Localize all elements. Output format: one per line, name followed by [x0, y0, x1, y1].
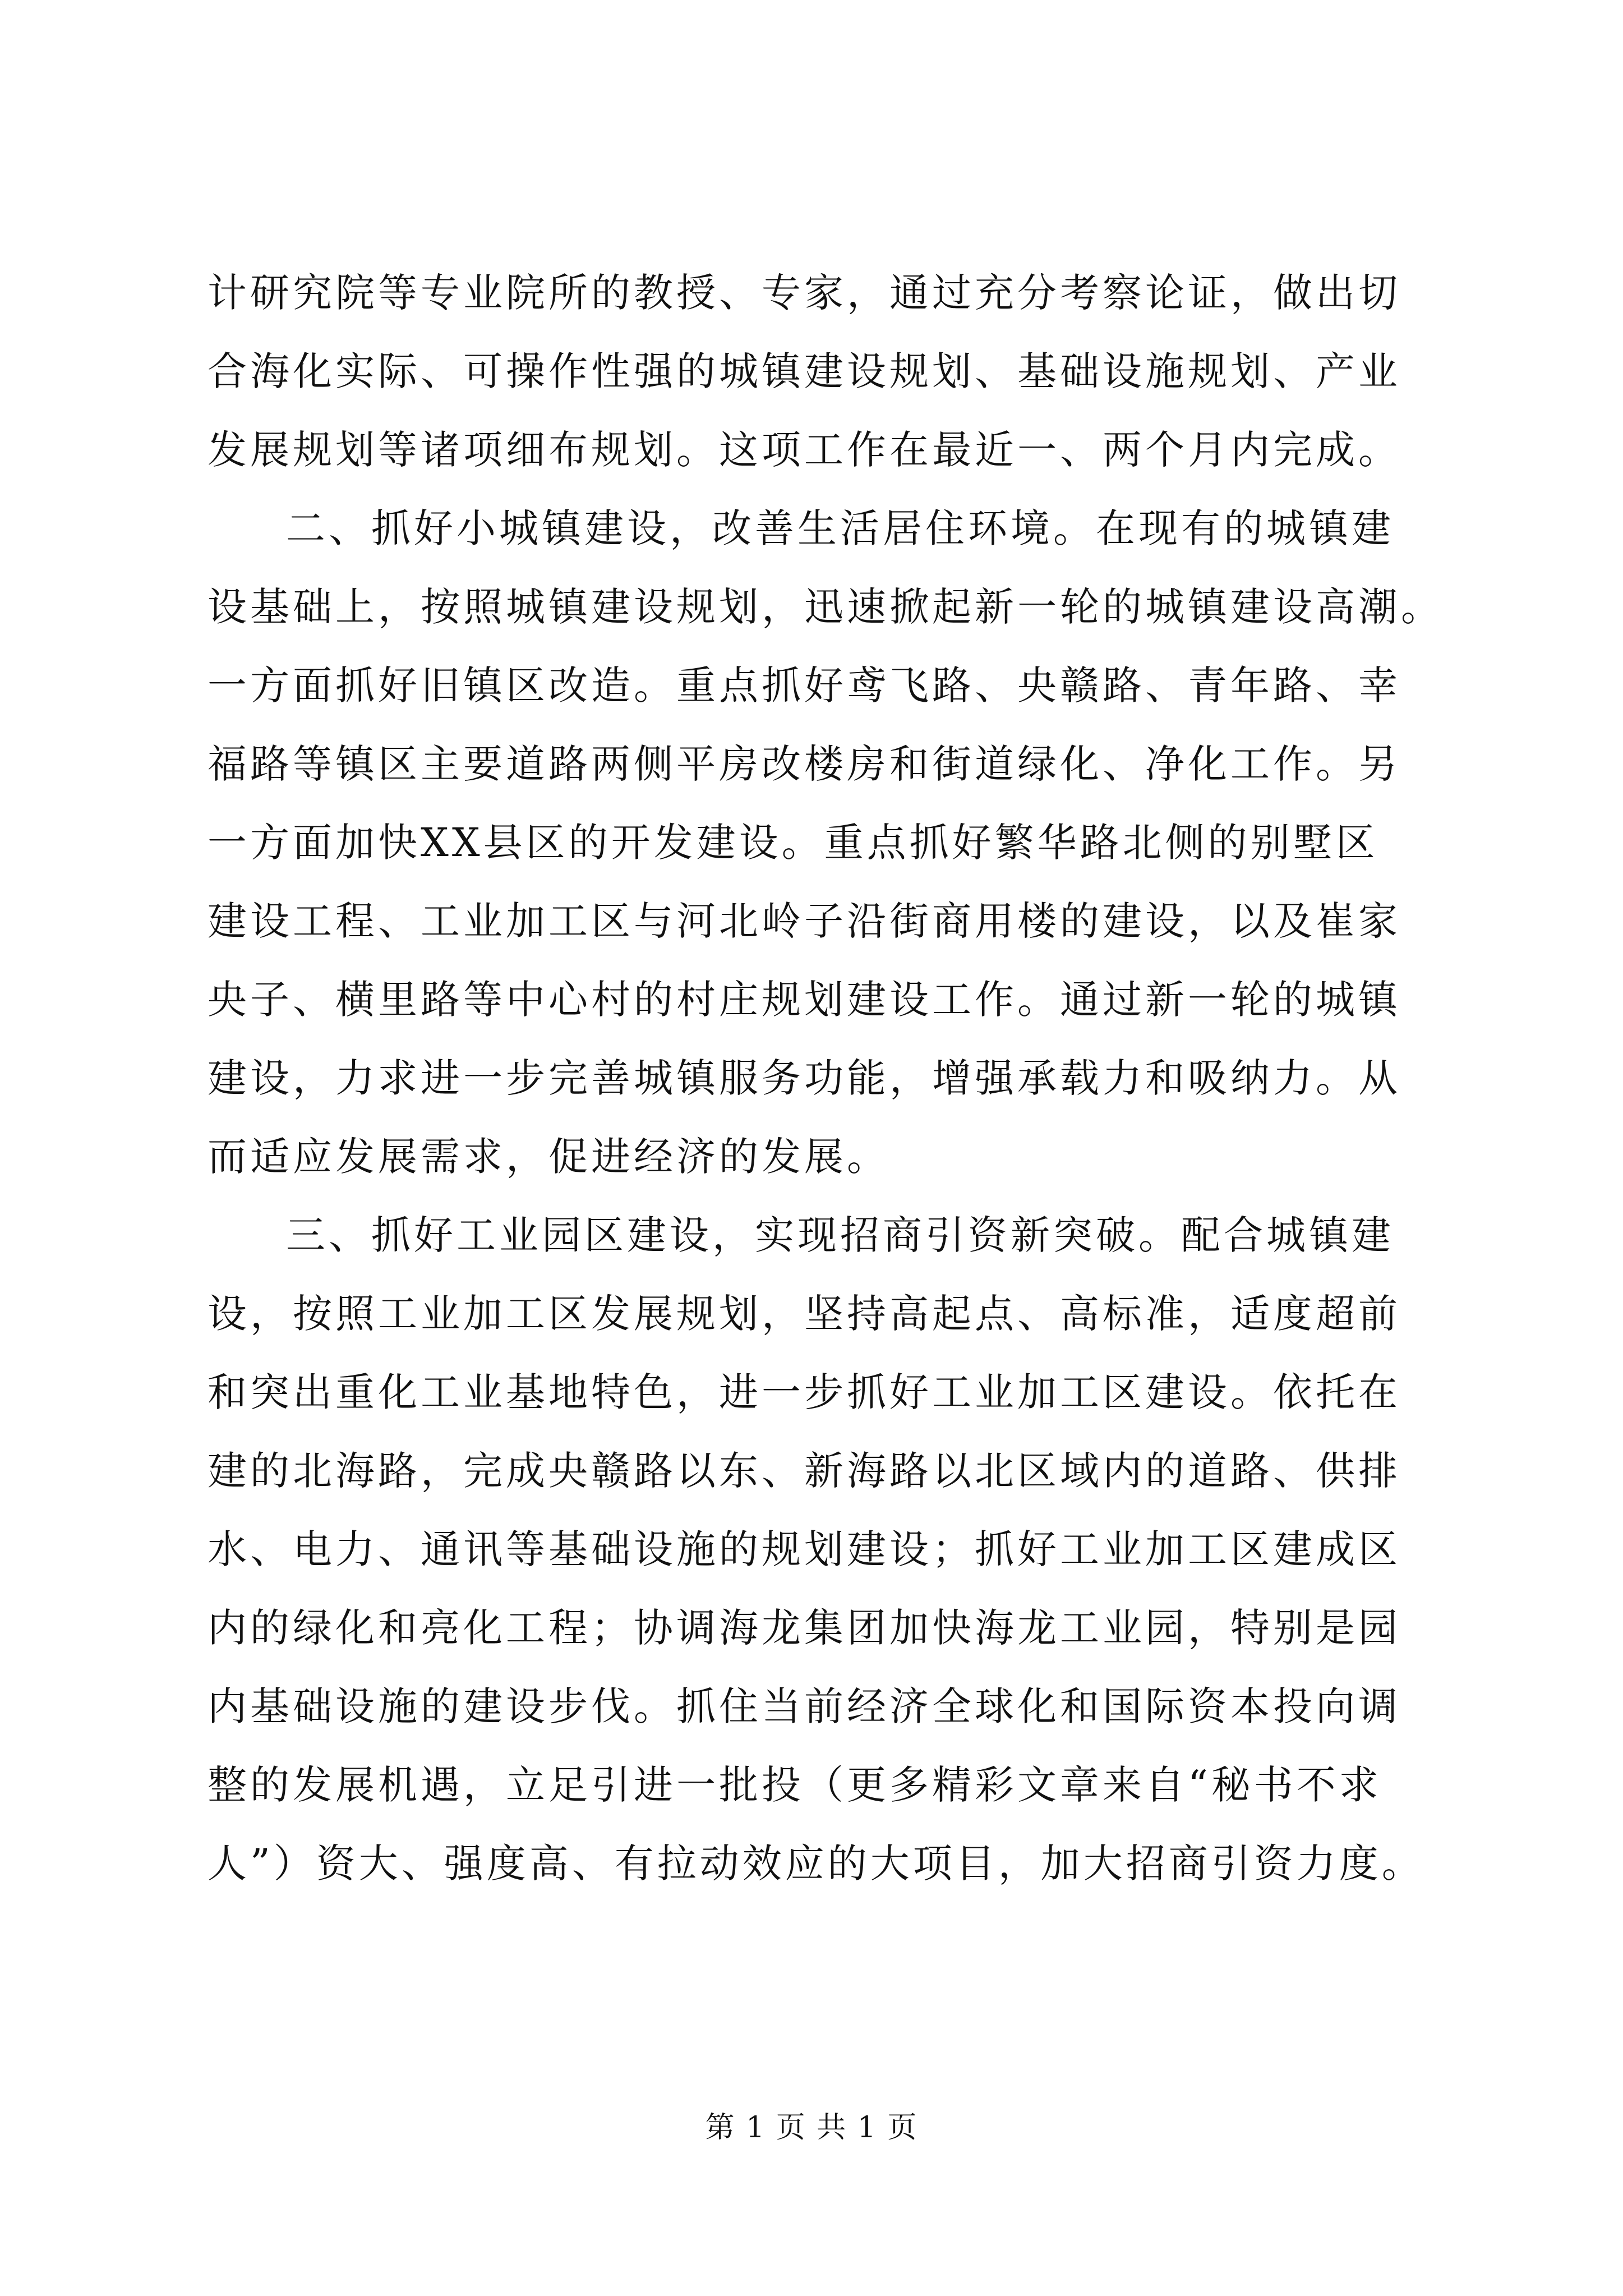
text-line: 建设工程、工业加工区与河北岭子沿街商用楼的建设，以及崔家: [208, 898, 1401, 944]
text-line: 设基础上，按照城镇建设规划，迅速掀起新一轮的城镇建设高潮。: [208, 584, 1444, 630]
text-line: 和突出重化工业基地特色，进一步抓好工业加工区建设。依托在: [208, 1369, 1401, 1415]
text-line: 水、电力、通讯等基础设施的规划建设；抓好工业加工区建成区: [208, 1526, 1401, 1572]
text-line: 设，按照工业加工区发展规划，坚持高起点、高标准，适度超前: [208, 1291, 1401, 1337]
page-number-footer: 第 1 页 共 1 页: [705, 2111, 918, 2145]
text-line: 建的北海路，完成央赣路以东、新海路以北区域内的道路、供排: [208, 1448, 1401, 1494]
text-line: 发展规划等诸项细布规划。这项工作在最近一、两个月内完成。: [208, 427, 1401, 473]
paragraph-heading-three: 三、抓好工业园区建设，实现招商引资新突破。配合城镇建: [286, 1212, 1394, 1258]
text-line: 建设，力求进一步完善城镇服务功能，增强承载力和吸纳力。从: [208, 1055, 1401, 1101]
text-line: 计研究院等专业院所的教授、专家，通过充分考察论证，做出切: [208, 270, 1401, 316]
text-line: 人”）资大、强度高、有拉动效应的大项目，加大招商引资力度。: [208, 1841, 1424, 1887]
text-line: 一方面抓好旧镇区改造。重点抓好鸢飞路、央赣路、青年路、幸: [208, 662, 1401, 708]
text-line: 合海化实际、可操作性强的城镇建设规划、基础设施规划、产业: [208, 348, 1401, 394]
text-line: 内的绿化和亮化工程；协调海龙集团加快海龙工业园，特别是园: [208, 1605, 1401, 1651]
paragraph-heading-two: 二、抓好小城镇建设，改善生活居住环境。在现有的城镇建: [286, 505, 1394, 551]
text-line: 而适应发展需求，促进经济的发展。: [208, 1134, 889, 1180]
text-line: 央子、横里路等中心村的村庄规划建设工作。通过新一轮的城镇: [208, 977, 1401, 1023]
text-line: 整的发展机遇，立足引进一批投（更多精彩文章来自“秘书不求: [208, 1762, 1382, 1808]
text-line: 福路等镇区主要道路两侧平房改楼房和街道绿化、净化工作。另: [208, 741, 1401, 787]
text-line: 一方面加快XX县区的开发建设。重点抓好繁华路北侧的别墅区: [208, 820, 1378, 866]
text-line: 内基础设施的建设步伐。抓住当前经济全球化和国际资本投向调: [208, 1683, 1401, 1729]
